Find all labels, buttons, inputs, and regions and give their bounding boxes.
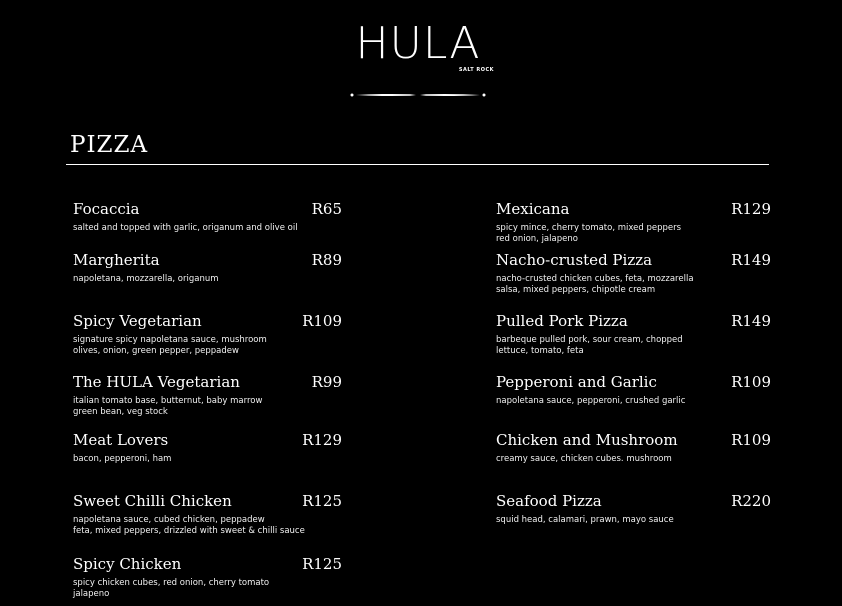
- menu-item-price: R125: [302, 492, 342, 510]
- menu-item-description: spicy mince, cherry tomato, mixed peppers red onion, jalapeno: [496, 223, 682, 244]
- menu-item-name: Seafood Pizza: [496, 492, 602, 510]
- menu-item-description: signature spicy napoletana sauce, mushroom olives, onion, green pepper, peppadew: [73, 335, 267, 356]
- menu-item-description: bacon, pepperoni, ham: [73, 454, 172, 464]
- menu-item-description: nacho-crusted chicken cubes, feta, mozzarella salsa, mixed peppers, chipotle cream: [496, 274, 694, 295]
- menu-item-price: R109: [302, 312, 342, 330]
- menu-item-price: R220: [731, 492, 771, 510]
- menu-item-description: creamy sauce, chicken cubes. mushroom: [496, 454, 672, 464]
- menu-item-price: R129: [731, 200, 771, 218]
- menu-item-price: R129: [302, 431, 342, 449]
- menu-item-name: Spicy Chicken: [73, 555, 182, 573]
- menu-item-price: R109: [731, 373, 771, 391]
- menu-item-price: R149: [731, 251, 771, 269]
- menu-item: [496, 312, 771, 357]
- menu-item-description: barbeque pulled pork, sour cream, chopped lettuce, tomato, feta: [496, 335, 683, 356]
- menu-item: [496, 492, 771, 526]
- menu-item: [73, 312, 342, 357]
- menu-item: [496, 373, 771, 407]
- menu-item-description: napoletana sauce, cubed chicken, peppadew feta, mixed peppers, drizzled with sweet & chilli sauce: [73, 515, 305, 536]
- menu-item-name: Margherita: [73, 251, 160, 269]
- menu-item: [73, 555, 342, 600]
- menu-item-name: Pulled Pork Pizza: [496, 312, 628, 330]
- brand-logo: [338, 18, 498, 73]
- menu-item: [496, 251, 771, 296]
- menu-item: [73, 200, 342, 234]
- divider-ornament: [350, 92, 486, 98]
- brand-subtitle: SALT ROCK: [458, 67, 494, 73]
- menu-item: [496, 431, 771, 465]
- section-divider: [66, 164, 769, 165]
- menu-item-name: Spicy Vegetarian: [73, 312, 202, 330]
- menu-item-name: Nacho-crusted Pizza: [496, 251, 653, 269]
- menu-item-name: Meat Lovers: [73, 431, 169, 449]
- menu-item-name: Pepperoni and Garlic: [496, 373, 657, 391]
- menu-item-description: napoletana sauce, pepperoni, crushed garlic: [496, 396, 686, 406]
- menu-item-description: squid head, calamari, prawn, mayo sauce: [496, 515, 674, 525]
- menu-item-price: R149: [731, 312, 771, 330]
- menu-item: [73, 251, 342, 285]
- menu-item-description: spicy chicken cubes, red onion, cherry tomato jalapeno: [73, 578, 270, 599]
- menu-item-name: Mexicana: [496, 200, 570, 218]
- menu-item-price: R109: [731, 431, 771, 449]
- menu-item-description: napoletana, mozzarella, origanum: [73, 274, 219, 284]
- menu-item: [73, 431, 342, 465]
- menu-item: [73, 373, 342, 418]
- menu-item-name: Chicken and Mushroom: [496, 431, 678, 449]
- menu-item-name: The HULA Vegetarian: [73, 373, 240, 391]
- menu-item-price: R65: [311, 200, 342, 218]
- menu-item: [496, 200, 771, 245]
- menu-item: [73, 492, 342, 537]
- menu-item-name: Sweet Chilli Chicken: [73, 492, 232, 510]
- menu-item-description: salted and topped with garlic, origanum and olive oil: [73, 223, 298, 233]
- brand-name: HULA: [355, 18, 481, 69]
- section-title: PIZZA: [70, 132, 149, 158]
- menu-item-price: R125: [302, 555, 342, 573]
- menu-item-price: R99: [311, 373, 342, 391]
- menu-item-description: italian tomato base, butternut, baby marrow green bean, veg stock: [73, 396, 263, 417]
- menu-item-price: R89: [311, 251, 342, 269]
- menu-item-name: Focaccia: [73, 200, 140, 218]
